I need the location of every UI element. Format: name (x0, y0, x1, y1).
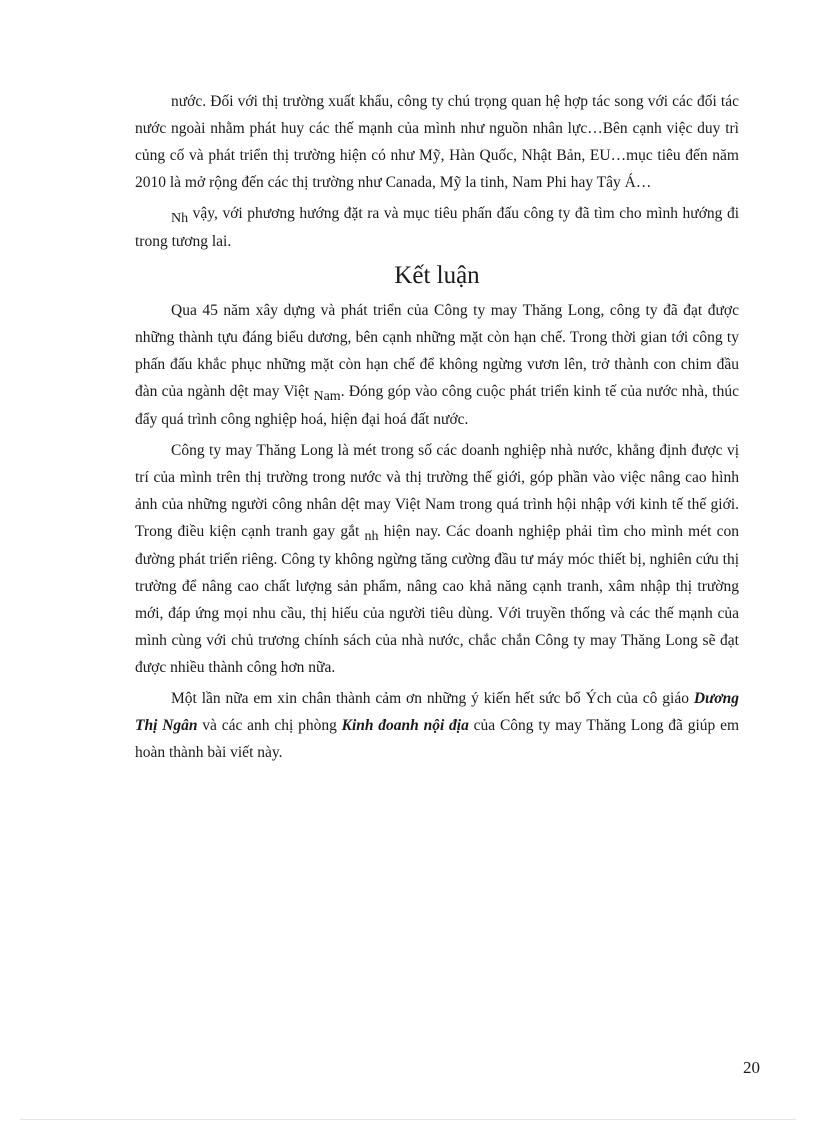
department-name: Kinh đoanh nội địa (341, 717, 469, 734)
paragraph-text: Một lần nữa em xin chân thành cảm ơn những ý kiến hết sức bổ Ých của cô giáo (171, 690, 694, 707)
paragraph-text: nước. Đối với thị trường xuất khẩu, công ty chú trọng quan hệ hợp tác song với các đối tác nước ngoài nhằm phát huy các thế mạnh của mình như nguồn nhân lực…Bên cạnh việc duy trì củng cố và phát triển thị trường hiện có như Mỹ, Hàn Quốc, Nhật Bản, EU…mục tiêu đến năm 2010 là mở rộng đến các thị trường như Canada, Mỹ la tinh, Nam Phi hay Tây Á… (135, 93, 739, 191)
document-body (135, 88, 739, 770)
paragraph-acknowledgement (135, 685, 739, 766)
subscript-fragment: Nam (313, 389, 341, 404)
paragraph-text-continued: hiện nay. Các doanh nghiệp phải tìm cho mình mét con đường phát triển riêng. Công ty không ngừng tăng cường đầu tư máy móc thiết bị, nghiên cứu thị trường để nâng cao chất lượng sản phẩm, nâng cao khả năng cạnh tranh, xâm nhập thị trường mới, đáp ứng mọi nhu cầu, thị hiếu của người tiêu dùng. Với truyền thống và các thế mạnh của mình cùng với chủ trương chính sách của nhà nước, chắc chắn Công ty may Thăng Long sẽ đạt được nhiều thành công hơn nữa. (135, 523, 739, 676)
page-number: 20 (743, 1058, 760, 1077)
paragraph-text-continued: . Đóng góp vào công cuộc phát triển kinh tế của nước nhà, thúc đẩy quá trình công nghiệp hoá, hiện đại hoá đất nước. (135, 383, 739, 428)
paragraph-text-continued: và các anh chị phòng (197, 717, 342, 734)
paragraph-achievements (135, 297, 739, 433)
paragraph-lead-fragment: Nh (171, 211, 189, 226)
subscript-fragment: nh (364, 529, 379, 544)
conclusion-heading: Kết luận (394, 262, 480, 289)
page-bottom-divider (20, 1119, 796, 1120)
paragraph-text: Qua 45 năm xây dựng và phát triển của Công ty may Thăng Long, công ty đã đạt được những thành tựu đáng biểu dương, bên cạnh những mặt còn hạn chế. Trong thời gian tới công ty phấn đấu khắc phục những mặt còn hạn chế để không ngừng vươn lên, trở thành con chim đầu đàn của ngành dệt may Việt (135, 302, 739, 400)
paragraph-direction (135, 200, 739, 255)
paragraph-company-position (135, 437, 739, 681)
paragraph-text-end: của Công ty may Thăng Long đã giúp em hoàn thành bài viết này. (135, 717, 740, 761)
paragraph-export-markets (135, 88, 739, 196)
paragraph-text: vậy, với phương hướng đặt ra và mục tiêu phấn đấu công ty đã tìm cho mình hướng đi trong tương lai. (135, 205, 739, 250)
paragraph-text: Công ty may Thăng Long là mét trong số các doanh nghiệp nhà nước, khẳng định được vị trí của mình trên thị trường trong nước và thị trường thế giới, góp phần vào việc nâng cao hình ảnh của những người công nhân dệt may Việt Nam trong quá trình hội nhập với kinh tế thế giới. Trong điều kiện cạnh tranh gay gắt (135, 442, 739, 540)
teacher-name: Dương Thị Ngân (135, 690, 739, 734)
